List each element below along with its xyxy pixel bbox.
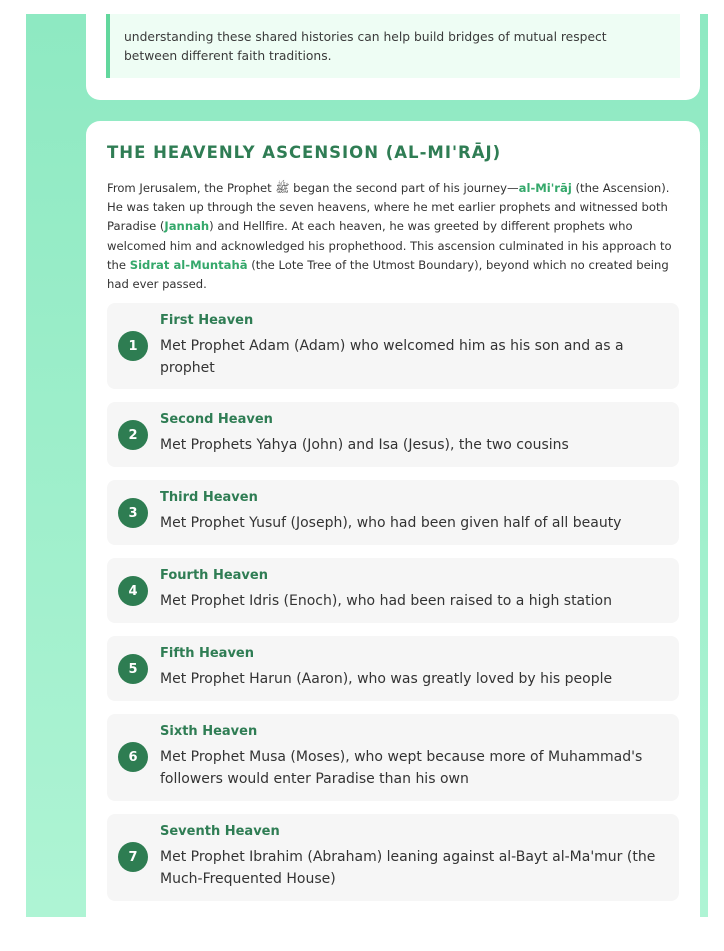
step-description: Met Prophet Harun (Aaron), who was greatly loved by his people: [160, 671, 613, 687]
term-al-miraj: al-Mi'rāj: [518, 181, 572, 195]
step-title: Seventh Heaven: [160, 824, 280, 839]
section-title: THE HEAVENLY ASCENSION (AL-MI'RĀJ): [107, 143, 502, 162]
step-description: Met Prophets Yahya (John) and Isa (Jesus), the two cousins: [160, 437, 569, 453]
step-title: Third Heaven: [160, 490, 258, 505]
intro-text-3: ) and Hellfire. At each heaven, he was greeted by different prophets who welcomed him and acknowledged his prophethood. This ascension culminated in his approach to the: [107, 219, 672, 272]
step-number-badge: 4: [118, 576, 148, 606]
step-number-badge: 5: [118, 654, 148, 684]
step-description: Met Prophet Yusuf (Joseph), who had been given half of all beauty: [160, 515, 622, 531]
page-background: [26, 14, 708, 917]
intro-text-2: (the Ascension). He was taken up through the seven heavens, where he met earlier prophets and witnessed both Paradise (: [107, 181, 670, 234]
step-title: Sixth Heaven: [160, 724, 258, 739]
intro-text-1: From Jerusalem, the Prophet ﷺ began the second part of his journey—: [107, 181, 519, 195]
step-description: Met Prophet Adam (Adam) who welcomed him as his son and as a prophet: [160, 338, 624, 376]
term-jannah: Jannah: [164, 219, 210, 234]
heaven-item-6: [107, 714, 679, 801]
step-title: Fourth Heaven: [160, 568, 268, 583]
ascension-section-card: [86, 121, 700, 951]
quote-callout: understanding these shared histories can help build bridges of mutual respect between different faith traditions.: [106, 14, 680, 78]
heaven-item-3: [107, 480, 679, 545]
step-title: First Heaven: [160, 313, 254, 328]
step-description: Met Prophet Musa (Moses), who wept because more of Muhammad's followers would enter Paradise than his own: [160, 749, 643, 787]
intro-text-4: (the Lote Tree of the Utmost Boundary), beyond which no created being had ever passed.: [107, 257, 669, 292]
step-number-badge: 1: [118, 331, 148, 361]
heaven-item-2: [107, 402, 679, 467]
step-title: Fifth Heaven: [160, 646, 255, 661]
section-intro: [107, 179, 681, 294]
step-title: Second Heaven: [160, 412, 273, 427]
step-number-badge: 2: [118, 420, 148, 450]
step-number-badge: 6: [118, 742, 148, 772]
step-description: Met Prophet Ibrahim (Abraham) leaning against al-Bayt al-Ma'mur (the Much-Frequented House): [160, 849, 656, 887]
step-number-badge: 3: [118, 498, 148, 528]
heaven-item-4: [107, 558, 679, 623]
step-description: Met Prophet Idris (Enoch), who had been raised to a high station: [160, 593, 612, 609]
previous-section-card: [86, 14, 700, 100]
term-sidrat-al-muntaha: Sidrat al-Muntahā: [129, 257, 248, 272]
heaven-item-5: [107, 636, 679, 701]
heaven-item-1: [107, 303, 679, 389]
step-number-badge: 7: [118, 842, 148, 872]
heaven-item-7: [107, 814, 679, 901]
